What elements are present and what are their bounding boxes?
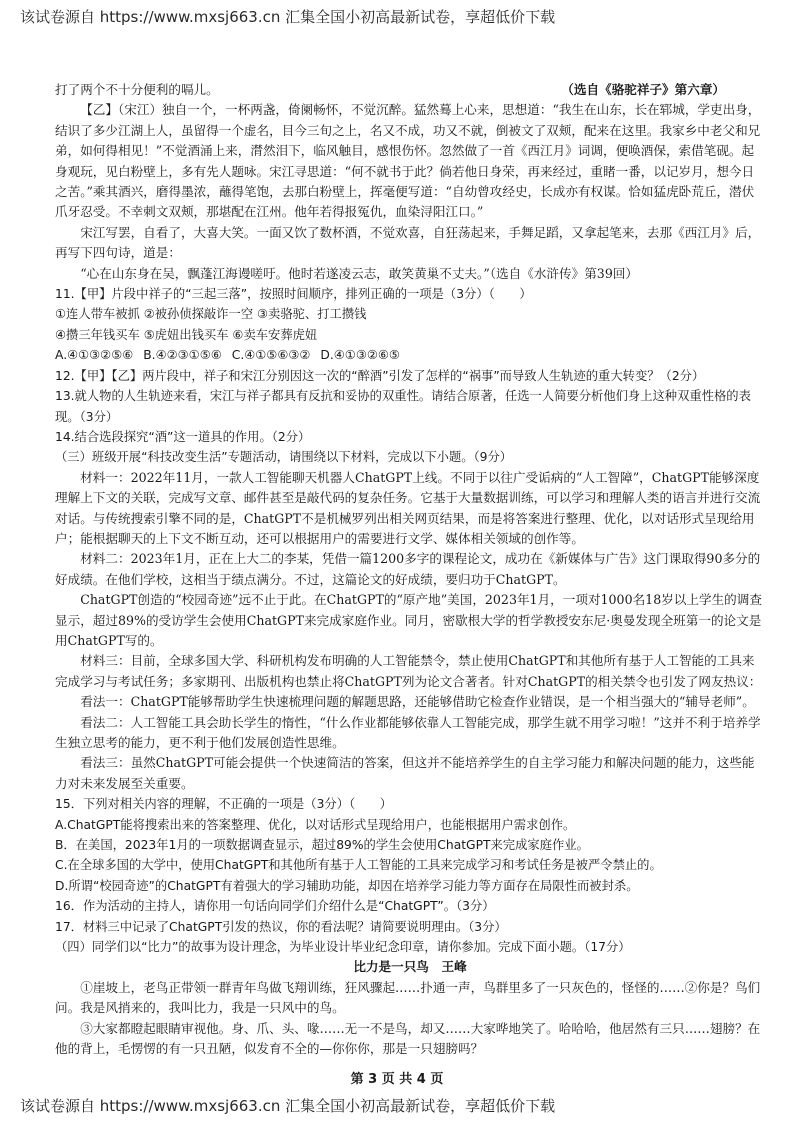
question-17: 17．材料三中记录了ChatGPT引发的热议，你的看法呢？请简要说明理由。（3分） <box>55 919 507 934</box>
option-c: C.④①⑤⑥③② <box>231 348 311 363</box>
question-11-options <box>55 345 765 365</box>
section-3-heading: （三）班级开展“科技改变生活”专题活动，请围绕以下材料，完成以下小题。（9分） <box>55 450 513 465</box>
passage-jia-source: （选自《骆驼祥子》第六章） <box>561 82 725 97</box>
question-13: 13.就人物的人生轨迹来看，宋江与祥子都具有反抗和妥协的双重性。请结合原著，任选一人简要分析他们身上这种双重性格的表现。（3分） <box>55 389 751 424</box>
option-a: A.④①③②⑤⑥ <box>55 348 134 363</box>
question-15-option-a: A.ChatGPT能将搜索出来的答案整理、优化，以对话形式呈现给用户，也能根据用户需求创作。 <box>55 817 576 832</box>
passage-jia-tail <box>55 80 765 100</box>
question-11-items-1: ①连人带车被抓 ②被孙侦探敲诈一空 ③卖骆驼、打工攒钱 <box>55 307 367 322</box>
story-p3: ③大家都瞪起眼睛审视他。身、爪、头、喙……无一不是鸟，却又……大家哗地笑了。哈哈哈，他居然有三只……翅膀？在他的背上，毛愣愣的有一只丑陋，似发育不全的—你你你，那是一只翅膀吗？ <box>55 1020 761 1057</box>
option-d: D.④①③②⑥⑤ <box>320 348 400 363</box>
question-15-option-c: C.在全球多国的大学中，使用ChatGPT和其他所有基于人工智能的工具来完成学习和考试任务是被严令禁止的。 <box>55 858 662 873</box>
material-2b: ChatGPT创造的“校园奇迹”远不止于此。在ChatGPT的“原产地”美国，2023年1月，一项对1000名18岁以上学生的调查显示，超过89%的受访学生会使用ChatGPT来完成家庭作业。同月，密歇根大学的哲学教授安东尼·奥曼发现全班第一的论文是用ChatGPT写的。 <box>55 592 762 648</box>
passage-jia-end: 打了两个不十分便利的嗝儿。 <box>55 82 219 97</box>
story-title: 比力是一只鸟 王峰 <box>353 959 467 975</box>
question-11-stem: 11.【甲】片段中祥子的“三起三落”，按照时间顺序，排列正确的一项是（3分）（ ） <box>55 287 532 302</box>
question-15-option-d: D.所谓“校园奇迹”的ChatGPT有着强大的学习辅助功能，却因在培养学习能力等方面存在局限性而被封杀。 <box>55 878 639 893</box>
passage-yi-p1: 【乙】（宋江）独自一个，一杯两盏，倚阑畅怀，不觉沉醉。猛然蓦上心来，思想道：“我生在山东，长在郓城，学吏出身，结识了多少江湖上人，虽留得一个虚名，目今三旬之上，名又不成，功又不就，倒被文了双颊，配来在这里。我家乡中老父和兄弟，如何得相见！”不觉酒涌上来，潸然泪下，临风触目，感恨伤怀。忽然做了一首《西江月》词调，便唤酒保，索借笔砚。起身观玩，见白粉壁上，多有先人题咏。宋江寻思道：“何不就书于此？倘若他日身荣，再来经过，重睹一番，以记岁月，想今日之苦。”乘其酒兴，磨得墨浓，蘸得笔饱，去那白粉壁上，挥毫便写道：“自幼曾攻经史，长成亦有权谋。恰如猛虎卧荒丘，潜伏爪牙忍受。不幸刺文双颊，那堪配在江州。他年若得报冤仇，血染浔阳江口。” <box>55 102 761 220</box>
story-p1: ①崖坡上，老鸟正带领一群青年鸟做飞翔训练，狂风骤起……扑通一声，鸟群里多了一只灰色的，怪怪的……②你是？鸟们问。我是风捎来的，我叫比力，我是一只风中的鸟。 <box>55 979 761 1016</box>
view-3: 看法三：虽然ChatGPT可能会提供一个快速简洁的答案，但这并不能培养学生的自主学习能力和解决问题的能力，这些能力对未来发展至关重要。 <box>55 755 755 791</box>
material-1: 材料一：2022年11月，一款人工智能聊天机器人ChatGPT上线。不同于以往广受诟病的“人工智障”，ChatGPT能够深度理解上下文的关联，完成写文章、邮件甚至是敲代码的复杂任务。它基于大量数据训练，可以学习和理解人类的语言并进行交流对话。与传统搜索引擎不同的是，ChatGPT不是机械罗列出相关网页结果，而是将答案进行整理、优化，以对话形式呈现给用户；能根据聊天的上下文不断互动，还可以根据用户的需要进行文学、媒体相关领域的创作等。 <box>55 469 761 546</box>
watermark-top: 该试卷源自 https://www.mxsj663.cn 汇集全国小初高最新试卷，享超低价下载 <box>20 8 556 26</box>
view-1: 看法一：ChatGPT能够帮助学生快速梳理问题的解题思路，还能够借助它检查作业错误，是一个相当强大的“辅导老师”。 <box>80 694 755 710</box>
question-12: 12.【甲】【乙】两片段中，祥子和宋江分别因这一次的“醉酒”引发了怎样的“祸事”而导致人生轨迹的重大转变？（2分） <box>55 368 705 383</box>
question-16: 16．作为活动的主持人，请你用一句话向同学们介绍什么是“ChatGPT”。（3分） <box>55 899 495 914</box>
option-b: B.④②③①⑤⑥ <box>143 348 222 363</box>
passage-yi-p2: 宋江写罢，自看了，大喜大笑。一面又饮了数杯酒，不觉欢喜，自狂荡起来，手舞足蹈，又拿起笔来，去那《西江月》后，再写下四句诗，道是： <box>55 224 761 261</box>
material-2a: 材料二：2023年1月，正在上大二的李某，凭借一篇1200多字的课程论文，成功在《新媒体与广告》这门课取得90多分的好成绩。在他们学校，这相当于绩点满分。不过，这篇论文的好成绩，要归功于ChatGPT。 <box>55 551 761 587</box>
page-number: 第 3 页 共 4 页 <box>350 1072 444 1087</box>
section-4-heading: （四）同学们以“比力”的故事为设计理念，为毕业设计毕业纪念印章，请你参加。完成下面小题。（17分） <box>55 940 631 955</box>
watermark-bottom: 该试卷源自 https://www.mxsj663.cn 汇集全国小初高最新试卷，享超低价下载 <box>20 1097 556 1115</box>
question-14: 14.结合选段探究“酒”这一道具的作用。（2分） <box>55 429 311 444</box>
passage-yi-p3: “心在山东身在吴，飘蓬江海谩嗟吁。他时若遂凌云志，敢笑黄巢不丈夫。”（选自《水浒传》第39回） <box>80 265 639 281</box>
view-2: 看法二：人工智能工具会助长学生的惰性，“什么作业都能够依靠人工智能完成，那学生就不用学习啦！”这并不利于培养学生独立思考的能力，更不利于他们发展创造性思维。 <box>55 714 761 750</box>
question-15-stem: 15．下列对相关内容的理解，不正确的一项是（3分）（ ） <box>55 797 393 812</box>
exam-content <box>55 80 765 1060</box>
question-15-option-b: B．在美国，2023年1月的一项数据调查显示，超过89%的学生会使用ChatGPT来完成家庭作业。 <box>55 838 589 853</box>
question-11-items-2: ④攒三年钱买车 ⑤虎妞出钱买车 ⑥卖车安葬虎妞 <box>55 327 318 342</box>
material-3: 材料三：目前，全球多国大学、科研机构发布明确的人工智能禁令，禁止使用ChatGPT和其他所有基于人工智能的工具来完成学习与考试任务；多家期刊、出版机构也禁止将ChatGPT列为论文合著者。针对ChatGPT的相关禁令也引发了网友热议： <box>55 653 762 689</box>
